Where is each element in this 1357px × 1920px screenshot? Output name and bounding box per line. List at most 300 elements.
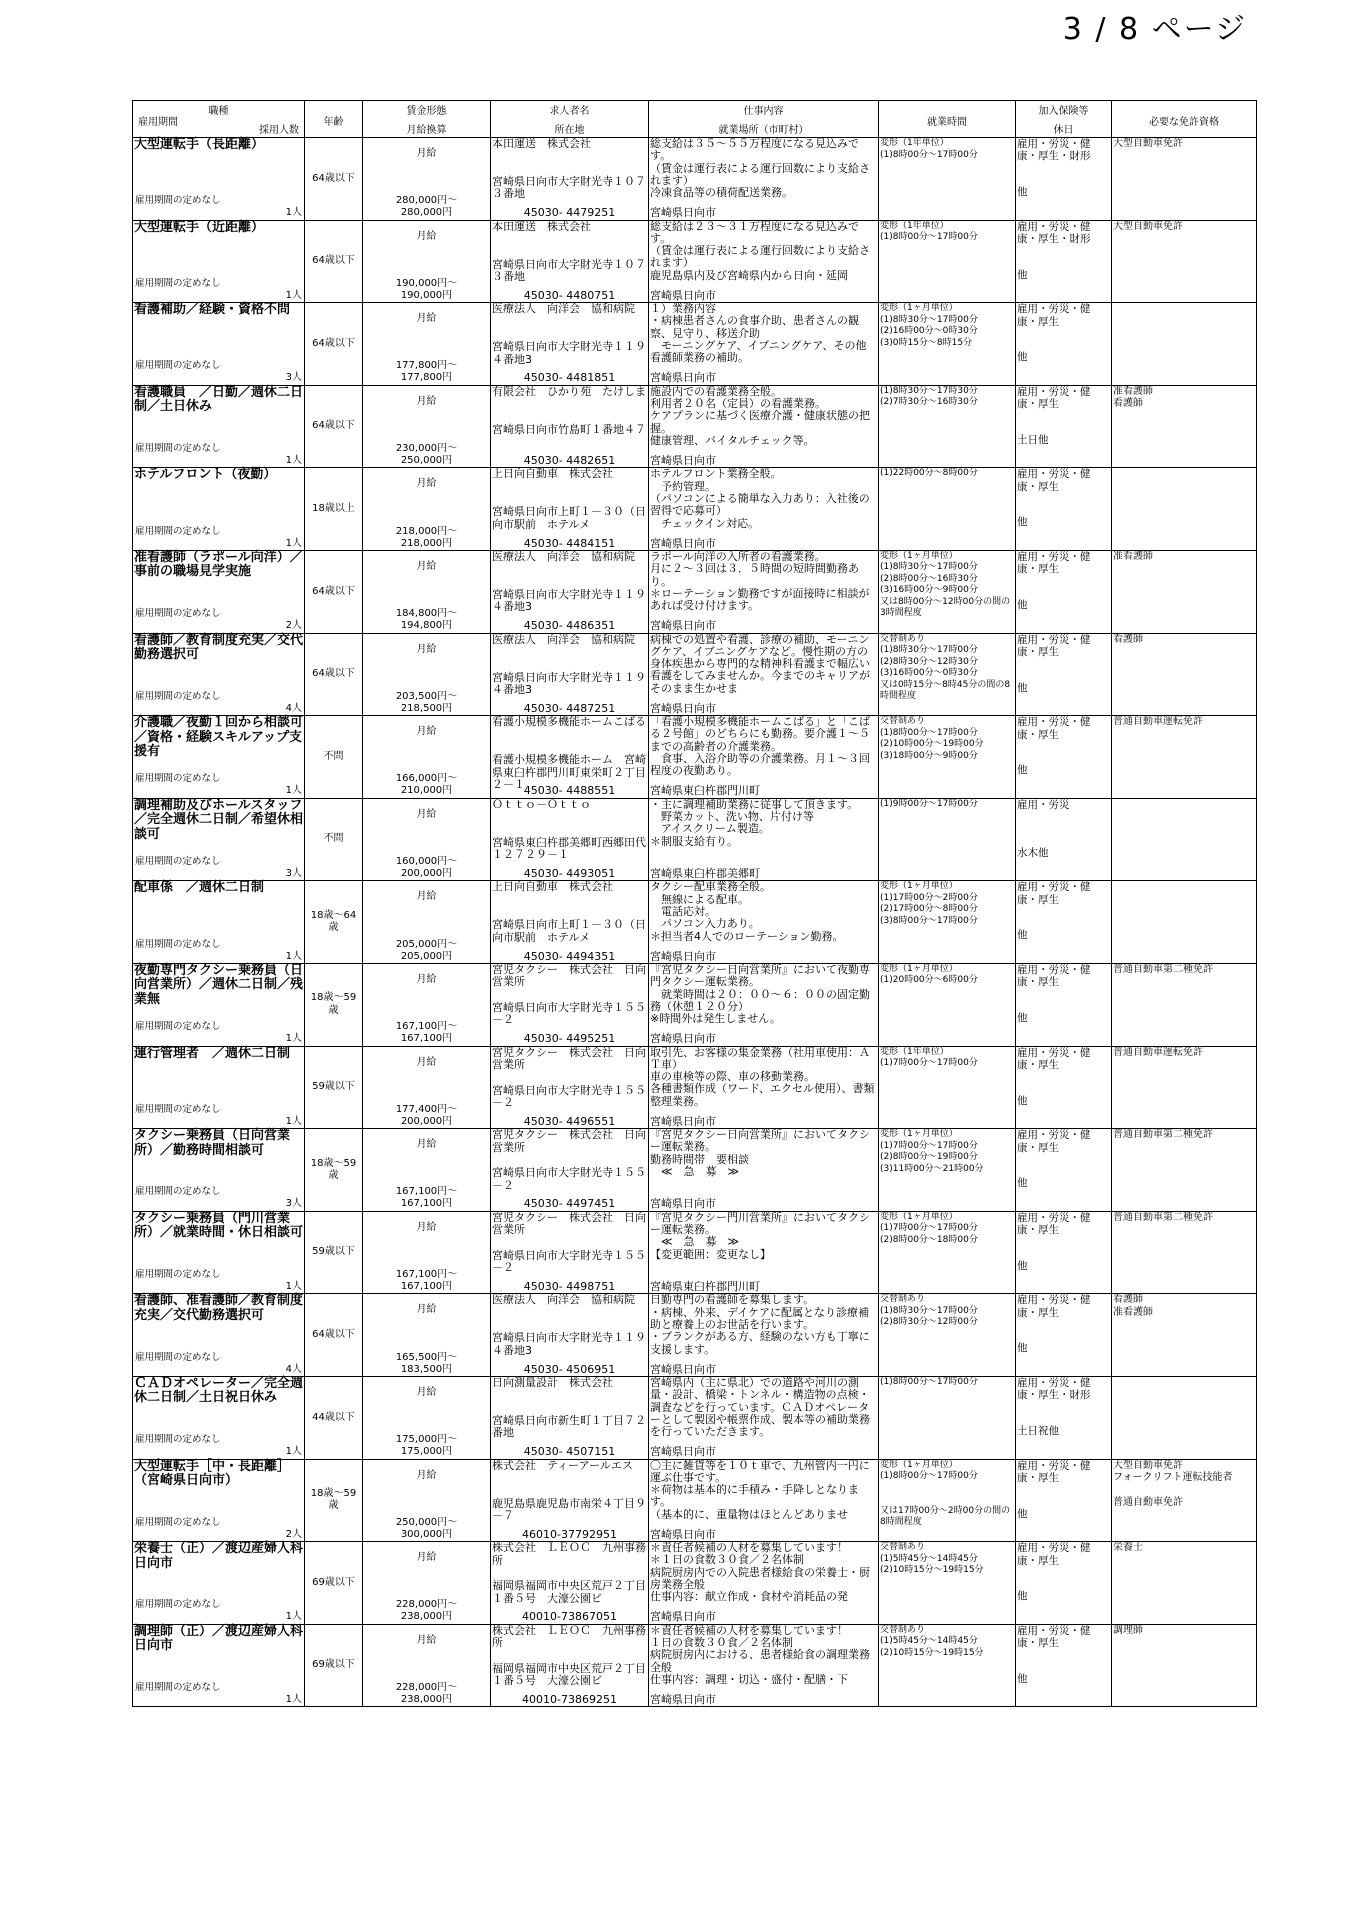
employment-period: 雇用期間の定めなし — [135, 1351, 221, 1363]
holidays: 他 — [1017, 1342, 1028, 1355]
hire-count: 1人 — [285, 1446, 302, 1458]
occupation-cell — [133, 1459, 305, 1542]
table-row — [133, 1376, 1257, 1459]
work-location: 宮崎県日向市 — [650, 1032, 716, 1046]
wage-form: 月給 — [416, 1552, 437, 1564]
wage-max: 200,000円 — [400, 1115, 453, 1127]
employer-cell — [491, 138, 649, 221]
occupation-cell — [133, 798, 305, 881]
employment-period: 雇用期間の定めなし — [135, 525, 221, 537]
job-description-cell — [649, 633, 879, 716]
employer-name: 宮児タクシー 株式会社 日向営業所 — [492, 1210, 646, 1237]
insurance: 雇用・労災・健康・厚生 — [1017, 1294, 1091, 1319]
wage-form: 月給 — [416, 1221, 437, 1233]
required-license: 看護師 准看護師 — [1112, 1294, 1257, 1377]
insurance: 雇用・労災・健康・厚生 — [1017, 633, 1091, 658]
wage-form: 月給 — [416, 726, 437, 738]
job-description: ・主に調理補助業務に従事して頂きます。 野菜カット、洗い物、片付け等 アイスクリーム製造。 ＊制服支給有り。 — [650, 797, 859, 848]
wage-max: 300,000円 — [400, 1528, 453, 1540]
insurance-cell — [1016, 1211, 1112, 1294]
wage-cell — [363, 798, 491, 881]
job-description: 〇主に雑貨等を１０ｔ車で、九州管内一円に運ぶ仕事です。 ＊荷物は基本的に手積み・手降しとなります。 （基本的に、重量物はほとんどありませ — [650, 1458, 870, 1521]
employer-cell — [491, 633, 649, 716]
job-title: 大型運転手（長距離） — [134, 137, 265, 152]
employer-name: 株式会社 ＬＥＯＣ 九州事務所 — [492, 1541, 646, 1567]
age-cell: 44歳以下 — [305, 1376, 363, 1459]
job-description-cell — [649, 798, 879, 881]
required-license — [1112, 798, 1257, 881]
hire-count: 1人 — [285, 1693, 302, 1705]
job-description: 病棟での処置や看護、診療の補助、モーニングケア、イブニングケアなど。慢性期の方の身体疾患から専門的な精神科看護まで幅広い看護をしてみませんか。今までのキャリアがそのまま生かせま — [650, 632, 870, 695]
employer-name: Ｏｔｔｏ－Ｏｔｔｏ — [492, 797, 591, 811]
job-number: 45030- 4498751 — [523, 1279, 616, 1293]
age-cell: 64歳以下 — [305, 385, 363, 468]
wage-cell — [363, 1046, 491, 1129]
employment-period: 雇用期間の定めなし — [135, 277, 221, 289]
job-description-cell — [649, 1459, 879, 1542]
wage-form: 月給 — [416, 560, 437, 572]
insurance-cell — [1016, 468, 1112, 551]
job-title: 配車係 ／週休二日制 — [134, 880, 265, 896]
work-location: 宮崎県日向市 — [650, 619, 716, 633]
wage-cell — [363, 716, 491, 799]
wage-form: 月給 — [416, 395, 437, 407]
hire-count: 3人 — [285, 1198, 302, 1210]
wage-cell — [363, 303, 491, 386]
employment-period: 雇用期間の定めなし — [135, 773, 221, 785]
employer-address: 福岡県福岡市中央区荒戸２丁目１番５号 大濠公園ビ — [492, 1661, 646, 1688]
job-number: 45030- 4507151 — [523, 1445, 616, 1459]
job-description-cell — [649, 963, 879, 1046]
job-title: タクシー乗務員（門川営業所）／就業時間・休日相談可 — [134, 1210, 304, 1241]
employer-cell — [491, 1294, 649, 1377]
job-description: 取引先、お客様の集金業務（社用車使用：ＡＴ車） 車の車検等の際、車の移動業務。 各種書類作成（ワード、エクセル使用）、書類整理業務。 — [650, 1045, 875, 1108]
job-number: 45030- 4497451 — [523, 1197, 616, 1211]
job-number: 40010-73867051 — [522, 1610, 617, 1624]
wage-form: 月給 — [416, 230, 437, 242]
insurance: 雇用・労災・健康・厚生 — [1017, 1624, 1091, 1650]
age-cell: 59歳以下 — [305, 1211, 363, 1294]
employer-name: 医療法人 向洋会 協和病院 — [492, 632, 635, 646]
wage-min: 230,000円～ — [395, 442, 458, 454]
job-number: 45030- 4493051 — [523, 866, 616, 880]
required-license: 普通自動車第二種免許 — [1112, 963, 1257, 1046]
job-number: 45030- 4481851 — [523, 371, 616, 385]
employment-period: 雇用期間の定めなし — [135, 855, 221, 867]
work-location: 宮崎県日向市 — [650, 206, 716, 220]
table-row — [133, 550, 1257, 633]
employer-cell — [491, 1459, 649, 1542]
work-location: 宮崎県日向市 — [650, 454, 716, 468]
required-license: 准看護師 看護師 — [1112, 385, 1257, 468]
employer-cell — [491, 303, 649, 386]
table-row — [133, 1129, 1257, 1212]
job-title: 准看護師（ラポール向洋）／事前の職場見学実施 — [134, 549, 303, 580]
employer-cell — [491, 1624, 649, 1707]
working-hours: 交替制あり (1)8時30分～17時00分 (2)8時30分～12時30分 (3)16時00分～0時30分 又は0時15分～8時45分の間の8時間程度 — [879, 633, 1016, 716]
employment-period: 雇用期間の定めなし — [135, 608, 221, 620]
wage-cell — [363, 550, 491, 633]
employer-name: 宮児タクシー 株式会社 日向営業所 — [492, 962, 646, 989]
occupation-cell — [133, 1046, 305, 1129]
age-cell: 64歳以下 — [305, 220, 363, 303]
hire-count: 4人 — [285, 702, 302, 714]
employer-name: 宮児タクシー 株式会社 日向営業所 — [492, 1128, 646, 1154]
insurance: 雇用・労災・健康・厚生 — [1017, 550, 1091, 576]
job-number: 40010-73869251 — [522, 1692, 617, 1706]
job-description: 宮崎県内（主に県北）での道路や河川の測量・設計、橋梁・トンネル・構造物の点検・調査などを行っています。ＣＡＤオペレーターとして製図や帳票作成、製本等の補助業務を行っていただきます。 — [650, 1375, 870, 1439]
holidays: 他 — [1017, 1011, 1028, 1024]
job-number: 45030- 4494351 — [523, 949, 616, 963]
employer-address: 宮崎県日向市大字財光寺１０７３番地 — [492, 257, 646, 283]
job-title: 看護補助／経験・資格不問 — [134, 302, 291, 318]
holidays: 水木他 — [1017, 846, 1049, 859]
job-description-cell — [649, 303, 879, 386]
age-cell: 不問 — [305, 716, 363, 799]
wage-max: 177,800円 — [400, 372, 453, 384]
wage-cell — [363, 138, 491, 221]
job-description: 『宮児タクシー日向営業所』において夜勤専門タクシー運転業務。 就業時間は２０：００～６：００の固定勤務（休憩１２０分） ※時間外は発生しません。 — [650, 962, 870, 1026]
employment-period: 雇用期間の定めなし — [135, 1021, 221, 1033]
job-title: ホテルフロント（夜勤） — [134, 467, 277, 483]
employer-name: 株式会社 ティーアールエス — [492, 1458, 634, 1472]
job-description-cell — [649, 468, 879, 551]
job-number: 45030- 4479251 — [523, 206, 616, 220]
job-title: 看護師／教育制度充実／交代勤務選択可 — [134, 632, 304, 663]
work-location: 宮崎県日向市 — [650, 701, 716, 715]
wage-min: 250,000円～ — [395, 1516, 458, 1528]
job-description: ラポール向洋の入所者の看護業務。 月に２～３回は３．５時間の短時間勤務あり。 ＊ローテーション勤務ですが面接時に相談があれば受け付けます。 — [650, 549, 870, 613]
table-row — [133, 1459, 1257, 1542]
wage-max: 167,100円 — [400, 1280, 453, 1292]
header-job: 仕事内容 就業場所（市町村） — [649, 101, 879, 138]
working-hours: (1)9時00分～17時00分 — [879, 798, 1016, 881]
wage-min: 203,500円～ — [395, 690, 458, 702]
required-license: 普通自動車第二種免許 — [1112, 1129, 1257, 1212]
hire-count: 2人 — [285, 1528, 302, 1540]
occupation-cell — [133, 385, 305, 468]
wage-form: 月給 — [416, 643, 437, 655]
wage-min: 167,100円～ — [395, 1186, 458, 1198]
occupation-cell — [133, 1294, 305, 1377]
working-hours: 変形（1ヶ月単位） (1)8時30分～17時00分 (2)16時00分～0時30分 (3)0時15分～8時15分 — [879, 303, 1016, 386]
employment-period: 雇用期間の定めなし — [135, 195, 221, 207]
working-hours: 変形（1ヶ月単位） (1)20時00分～6時00分 — [879, 963, 1016, 1046]
wage-form: 月給 — [416, 1056, 437, 1068]
wage-min: 205,000円～ — [395, 938, 458, 950]
holidays: 他 — [1017, 681, 1028, 694]
required-license: 栄養士 — [1112, 1542, 1257, 1625]
employer-address: 宮崎県日向市新生町１丁目７２番地 — [492, 1413, 646, 1440]
job-description-cell — [649, 881, 879, 964]
working-hours: 交替制あり (1)5時45分～14時45分 (2)10時15分～19時15分 — [879, 1624, 1016, 1707]
working-hours: 交替制あり (1)8時30分～17時00分 (2)8時30分～12時00分 — [879, 1294, 1016, 1377]
wage-max: 280,000円 — [400, 207, 453, 219]
insurance: 雇用・労災・健康・厚生 — [1017, 1211, 1091, 1237]
occupation-cell — [133, 138, 305, 221]
insurance-cell — [1016, 633, 1112, 716]
required-license — [1112, 881, 1257, 964]
job-description-cell — [649, 1376, 879, 1459]
job-description: 『宮児タクシー日向営業所』においてタクシー運転業務。 勤務時間帯 要相談 ≪ 急 募 ≫ — [650, 1128, 870, 1179]
page-number: 3 / 8 ページ — [1062, 12, 1247, 47]
insurance: 雇用・労災・健康・厚生 — [1017, 881, 1091, 906]
insurance: 雇用・労災・健康・厚生 — [1017, 468, 1091, 493]
occupation-cell — [133, 220, 305, 303]
header-license: 必要な免許資格 — [1112, 101, 1257, 138]
job-description: 施設内での看護業務全般。 利用者２０名（定員）の看護業務。 ケアプランに基づく医療介護・健康状態の把握。 健康管理、バイタルチェック等。 — [650, 384, 870, 447]
working-hours: 変形（1ヶ月単位） (1)7時00分～17時00分 (2)8時00分～18時00分 — [879, 1211, 1016, 1294]
employer-cell — [491, 1129, 649, 1212]
employer-name: 有限会社 ひかり苑 たけしま — [492, 384, 646, 398]
wage-cell — [363, 220, 491, 303]
age-cell: 64歳以下 — [305, 633, 363, 716]
employer-address: 宮崎県日向市大字財光寺１５５－２ — [492, 1248, 646, 1275]
insurance-cell — [1016, 550, 1112, 633]
job-description: ホテルフロント業務全般。 予約管理。 （パソコンによる簡単な入力あり：入社後の習得で応募可） チェックイン対応。 — [650, 467, 870, 530]
job-title: 看護師、准看護師／教育制度充実／交代勤務選択可 — [134, 1293, 304, 1323]
employer-address: 宮崎県東臼杵郡美郷町西郷田代１２７２９－１ — [492, 835, 646, 862]
required-license: 普通自動車運転免許 — [1112, 1046, 1257, 1129]
header-wage: 賃金形態 月給換算 — [363, 101, 491, 138]
working-hours: 変形（1ヶ月単位） (1)8時00分～17時00分 又は17時00分～2時00分の間の8時間程度 — [879, 1459, 1016, 1542]
job-number: 45030- 4487251 — [523, 701, 616, 715]
employer-address: 宮崎県日向市大字財光寺１１９４番地3 — [492, 340, 646, 366]
job-number: 45030- 4488551 — [523, 784, 616, 798]
age-cell: 69歳以下 — [305, 1624, 363, 1707]
insurance: 雇用・労災・健康・厚生 — [1017, 1459, 1091, 1484]
table-row — [133, 1211, 1257, 1294]
wage-min: 167,100円～ — [395, 1021, 458, 1033]
hire-count: 2人 — [285, 620, 302, 632]
required-license: 看護師 — [1112, 633, 1257, 716]
insurance-cell — [1016, 963, 1112, 1046]
insurance: 雇用・労災・健康・厚生 — [1017, 385, 1091, 411]
wage-cell — [363, 1211, 491, 1294]
holidays: 他 — [1017, 186, 1028, 198]
table-header — [133, 101, 1257, 138]
wage-form: 月給 — [416, 1469, 437, 1481]
working-hours: 変形（1年単位） (1)8時00分～17時00分 — [879, 138, 1016, 221]
employment-period: 雇用期間の定めなし — [135, 1681, 221, 1693]
holidays: 土日他 — [1017, 433, 1049, 446]
job-title: 栄養士（正）／渡辺産婦人科 日向市 — [134, 1541, 317, 1571]
working-hours: 変形（1年単位） (1)8時00分～17時00分 — [879, 220, 1016, 303]
job-number: 45030- 4480751 — [523, 288, 616, 302]
occupation-cell — [133, 1541, 317, 1625]
employer-address: 看護小規模多機能ホーム 宮崎県東臼杵郡門川町東栄町２丁目２－１ — [492, 753, 646, 791]
hire-count: 1人 — [285, 207, 302, 219]
holidays: 他 — [1017, 351, 1028, 364]
required-license: 大型自動車免許 — [1112, 220, 1257, 303]
header-employer: 求人者名 所在地 — [491, 101, 649, 138]
occupation-cell — [133, 633, 305, 716]
job-description-cell — [649, 550, 879, 633]
insurance: 雇用・労災・健康・厚生 — [1017, 716, 1091, 741]
insurance-cell — [1016, 1046, 1112, 1129]
job-title: 調理補助及びホールスタッフ／完全週休二日制／希望休相談可 — [134, 797, 304, 842]
wage-max: 250,000円 — [400, 454, 453, 466]
job-number: 45030- 4506951 — [523, 1362, 616, 1376]
job-number: 45030- 4495251 — [523, 1032, 616, 1046]
header-hours: 就業時間 — [879, 101, 1016, 138]
wage-min: 166,000円～ — [395, 773, 458, 785]
job-description-cell — [649, 1046, 879, 1129]
hire-count: 1人 — [285, 1115, 302, 1127]
job-description-cell — [649, 1542, 879, 1625]
age-cell: 64歳以下 — [305, 303, 363, 386]
wage-max: 183,500円 — [400, 1363, 453, 1375]
hire-count: 1人 — [285, 950, 302, 962]
wage-form: 月給 — [416, 148, 437, 159]
employer-cell — [491, 550, 649, 633]
hire-count: 1人 — [285, 289, 302, 301]
age-cell: 64歳以下 — [305, 550, 363, 633]
employer-name: 医療法人 向洋会 協和病院 — [492, 302, 635, 316]
age-cell: 64歳以下 — [305, 1294, 363, 1377]
work-location: 宮崎県東臼杵郡美郷町 — [650, 867, 760, 881]
work-location: 宮崎県日向市 — [650, 1114, 716, 1128]
wage-max: 218,000円 — [400, 537, 453, 549]
holidays: 他 — [1017, 268, 1028, 281]
wage-min: 218,000円～ — [395, 525, 458, 537]
employer-name: 医療法人 向洋会 協和病院 — [492, 1293, 635, 1307]
insurance: 雇用・労災・健康・厚生 — [1017, 1046, 1091, 1071]
employment-period: 雇用期間の定めなし — [135, 360, 221, 372]
insurance-cell — [1016, 303, 1112, 386]
employer-cell — [491, 220, 649, 303]
table-row — [133, 468, 1257, 551]
insurance-cell — [1016, 1129, 1112, 1212]
employment-period: 雇用期間の定めなし — [135, 1434, 221, 1446]
wage-max: 210,000円 — [400, 785, 453, 797]
employment-period: 雇用期間の定めなし — [135, 442, 221, 454]
job-description-cell — [649, 1211, 879, 1294]
hire-count: 1人 — [285, 1033, 302, 1045]
hire-count: 1人 — [285, 785, 302, 797]
working-hours: 変形（1年単位） (1)7時00分～17時00分 — [879, 1046, 1016, 1129]
wage-max: 167,100円 — [400, 1033, 453, 1045]
hire-count: 1人 — [285, 537, 302, 549]
job-description-cell — [649, 138, 879, 221]
occupation-cell — [133, 963, 305, 1046]
employer-name: 株式会社 ＬＥＯＣ 九州事務所 — [492, 1623, 646, 1650]
wage-min: 160,000円～ — [395, 855, 458, 867]
insurance: 雇用・労災・健康・厚生・財形 — [1017, 220, 1091, 245]
insurance-cell — [1016, 138, 1112, 221]
hire-count: 4人 — [285, 1363, 302, 1375]
holidays: 他 — [1017, 1590, 1028, 1603]
employer-name: 本田運送 株式会社 — [492, 219, 591, 233]
wage-min: 228,000円～ — [395, 1599, 458, 1611]
wage-max: 167,100円 — [400, 1198, 453, 1210]
employer-cell — [491, 468, 649, 551]
wage-min: 177,800円～ — [395, 360, 458, 372]
table-row — [133, 881, 1257, 964]
work-location: 宮崎県日向市 — [650, 1527, 716, 1541]
wage-form: 月給 — [416, 808, 437, 820]
wage-cell — [363, 1542, 491, 1625]
job-description-cell — [649, 1129, 879, 1212]
job-title: 調理師（正）／渡辺産婦人科 日向市 — [134, 1623, 317, 1654]
employer-cell — [491, 385, 649, 468]
insurance-cell — [1016, 1459, 1112, 1542]
occupation-cell — [133, 716, 305, 799]
job-description: 日勤専門の看護師を募集します。 ・病棟、外来、デイケアに配属となり診療補助と療養上のお世話を行います。 ・ブランクがある方、経験のない方も丁寧に支援します。 — [650, 1293, 870, 1356]
insurance: 雇用・労災 — [1017, 798, 1070, 811]
wage-max: 175,000円 — [400, 1446, 453, 1458]
holidays: 他 — [1017, 764, 1028, 777]
job-title: ＣＡＤオペレーター／完全週休二日制／土日祝日休み — [134, 1375, 304, 1406]
job-description: １）業務内容 ・病棟患者さんの食事介助、患者さんの観察、見守り、移送介助 モーニングケア、イブニングケア、その他看護師業務の補助。 — [650, 302, 867, 365]
insurance-cell — [1016, 716, 1112, 799]
employer-address: 宮崎県日向市上町１－３０（日向市駅前 ホテルメ — [492, 505, 646, 531]
job-number: 45030- 4496551 — [523, 1114, 616, 1128]
work-location: 宮崎県日向市 — [650, 1692, 716, 1706]
wage-form: 月給 — [416, 1634, 437, 1646]
insurance: 雇用・労災・健康・厚生 — [1017, 1542, 1091, 1567]
work-location: 宮崎県日向市 — [650, 371, 716, 385]
occupation-cell — [133, 1129, 305, 1212]
wage-min: 165,500円～ — [395, 1351, 458, 1363]
working-hours: 変形（1ヶ月単位） (1)17時00分～2時00分 (2)17時00分～8時00分 (3)8時00分～17時00分 — [879, 881, 1016, 964]
age-cell: 不問 — [305, 798, 363, 881]
wage-min: 177,400円～ — [395, 1103, 458, 1115]
insurance-cell — [1016, 798, 1112, 881]
work-location: 宮崎県日向市 — [650, 288, 716, 302]
wage-cell — [363, 385, 491, 468]
table-row — [133, 798, 1257, 881]
table-row — [133, 633, 1257, 716]
employer-address: 宮崎県日向市大字財光寺１５５－２ — [492, 1166, 646, 1192]
wage-max: 238,000円 — [400, 1611, 453, 1623]
employer-address: 宮崎県日向市大字財光寺１５５－２ — [492, 1000, 646, 1027]
employment-period: 雇用期間の定めなし — [135, 1599, 221, 1611]
job-title: 大型運転手（近距離） — [134, 219, 265, 235]
required-license — [1112, 303, 1257, 386]
occupation-cell — [133, 1623, 317, 1707]
header-occupation: 職種 雇用期間 採用人数 — [133, 101, 305, 138]
hire-count: 3人 — [285, 372, 302, 384]
employer-address: 鹿児島県鹿児島市南栄４丁目９－７ — [492, 1496, 646, 1522]
employer-address: 宮崎県日向市大字財光寺１１９４番地3 — [492, 587, 646, 614]
work-location: 宮崎県日向市 — [650, 536, 716, 550]
wage-form: 月給 — [416, 891, 437, 903]
occupation-cell — [133, 1376, 305, 1459]
insurance-cell — [1016, 385, 1112, 468]
job-description: ＊責任者候補の人材を募集しています！ ＊１日の食数３０食／２名体制 病院厨房内での入院患者様給食の栄養士・厨房業務全般 仕事内容：献立作成・食材や消耗品の発 — [650, 1541, 870, 1604]
age-cell: 59歳以下 — [305, 1046, 363, 1129]
occupation-cell — [133, 303, 305, 386]
holidays: 土日祝他 — [1017, 1424, 1059, 1437]
employer-cell — [491, 1211, 649, 1294]
holidays: 他 — [1017, 929, 1028, 942]
holidays: 他 — [1017, 1672, 1028, 1685]
employer-name: 医療法人 向洋会 協和病院 — [492, 549, 635, 563]
header-age: 年齢 — [305, 101, 363, 138]
wage-form: 月給 — [416, 1139, 437, 1151]
occupation-cell — [133, 881, 305, 964]
occupation-cell — [133, 468, 305, 551]
employer-cell — [491, 716, 649, 799]
work-location: 宮崎県日向市 — [650, 1445, 716, 1459]
employer-cell — [491, 963, 649, 1046]
work-location: 宮崎県日向市 — [650, 1610, 716, 1624]
table-row — [133, 138, 1257, 221]
wage-form: 月給 — [416, 973, 437, 985]
work-location: 宮崎県日向市 — [650, 1362, 716, 1376]
age-cell: 18歳以上 — [305, 468, 363, 551]
